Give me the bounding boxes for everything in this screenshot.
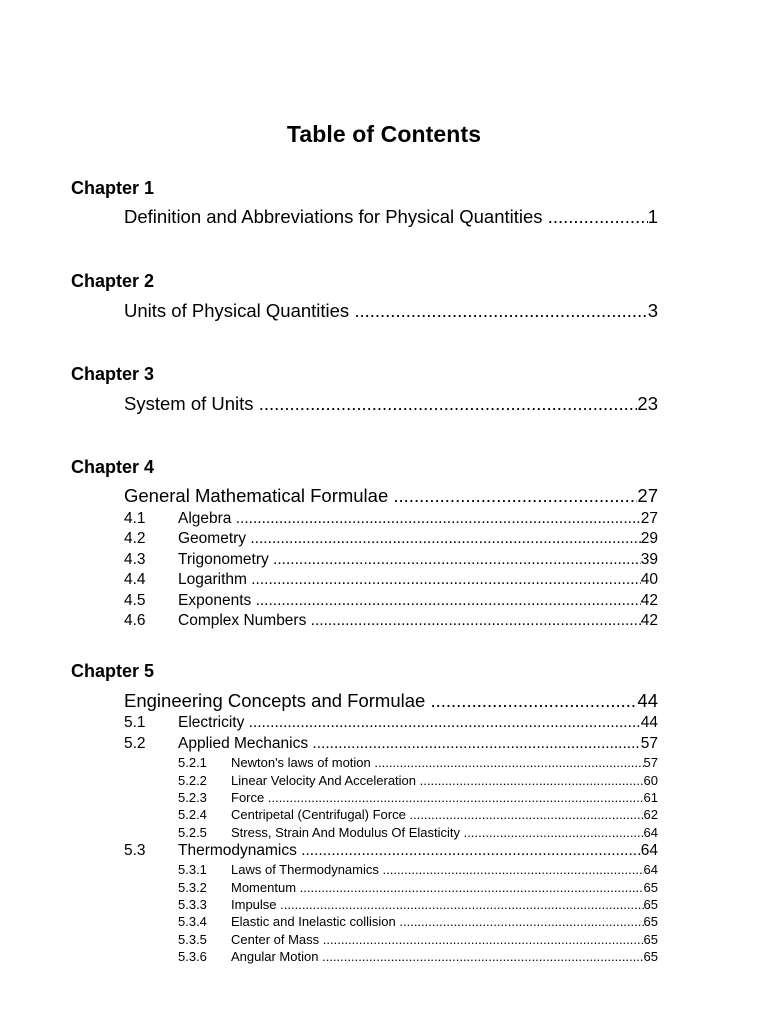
dot-leader	[371, 755, 644, 770]
entry-title: Definition and Abbreviations for Physical Quantities	[124, 206, 543, 227]
section-title: Complex Numbers	[178, 612, 307, 629]
toc-entry-section-5-2[interactable]	[124, 735, 658, 755]
section-number: 4.6	[124, 612, 146, 629]
section-title: Logarithm	[178, 571, 247, 588]
page-title: Table of Contents	[286, 121, 482, 147]
subsection-page-number: 64	[643, 825, 658, 840]
dot-leader	[379, 862, 644, 877]
section-number: 4.3	[124, 551, 146, 568]
entry-title: Engineering Concepts and Formulae	[124, 690, 426, 711]
dot-leader	[349, 300, 648, 322]
dot-leader	[318, 949, 643, 964]
subsection-title: Linear Velocity And Acceleration	[231, 773, 417, 788]
subsection-number: 5.2.4	[178, 807, 207, 822]
entry-page-number: 44	[637, 690, 658, 711]
toc-entry-chapter-1[interactable]	[124, 206, 658, 230]
section-title: Thermodynamics	[178, 842, 297, 859]
subsection-title: Stress, Strain And Modulus Of Elasticity	[231, 825, 461, 840]
toc-entry-section-4-3[interactable]	[124, 551, 658, 571]
toc-entry-subsection-5-2-1[interactable]	[178, 755, 658, 772]
section-page-number: 57	[640, 735, 658, 752]
dot-leader	[388, 485, 637, 507]
subsection-number: 5.2.1	[178, 755, 207, 770]
toc-entry-section-4-1[interactable]	[124, 510, 658, 530]
entry-page-number: 1	[647, 206, 658, 227]
dot-leader	[247, 571, 641, 589]
section-title: Applied Mechanics	[178, 735, 309, 752]
dot-leader	[416, 773, 644, 788]
subsection-number: 5.2.2	[178, 773, 207, 788]
subsection-number: 5.3.4	[178, 914, 207, 929]
subsection-number: 5.2.5	[178, 825, 207, 840]
toc-entry-subsection-5-3-3[interactable]	[178, 897, 658, 914]
dot-leader	[277, 897, 644, 912]
toc-entry-subsection-5-3-6[interactable]	[178, 949, 658, 966]
toc-entry-section-4-6[interactable]	[124, 612, 658, 632]
dot-leader	[319, 932, 643, 947]
dot-leader	[406, 807, 644, 822]
dot-leader	[297, 842, 641, 860]
chapter-4-heading: Chapter 4	[71, 457, 155, 477]
toc-entry-section-5-3[interactable]	[124, 842, 658, 862]
entry-title: Units of Physical Quantities	[124, 300, 350, 321]
entry-page-number: 27	[637, 485, 658, 506]
entry-title: General Mathematical Formulae	[124, 485, 389, 506]
entry-page-number: 23	[637, 393, 658, 414]
section-page-number: 27	[640, 510, 658, 527]
chapter-1-heading: Chapter 1	[71, 178, 155, 198]
dot-leader	[269, 551, 641, 569]
toc-entry-chapter-4[interactable]	[124, 485, 658, 509]
dot-leader	[308, 735, 641, 753]
section-title: Algebra	[178, 510, 232, 527]
dot-leader	[543, 206, 648, 228]
toc-entry-chapter-3[interactable]	[124, 393, 658, 417]
subsection-title: Elastic and Inelastic collision	[231, 914, 396, 929]
toc-entry-subsection-5-2-5[interactable]	[178, 825, 658, 842]
dot-leader	[396, 914, 644, 929]
dot-leader	[231, 510, 640, 528]
subsection-page-number: 57	[643, 755, 658, 770]
section-number: 5.3	[124, 842, 146, 859]
section-page-number: 39	[640, 551, 658, 568]
subsection-page-number: 65	[643, 914, 658, 929]
toc-entry-section-4-5[interactable]	[124, 592, 658, 612]
section-page-number: 42	[640, 612, 658, 629]
subsection-page-number: 65	[643, 897, 658, 912]
section-page-number: 29	[640, 530, 658, 547]
section-number: 4.5	[124, 592, 146, 609]
section-number: 4.2	[124, 530, 146, 547]
toc-entry-section-4-2[interactable]	[124, 530, 658, 550]
subsection-page-number: 61	[643, 790, 658, 805]
dot-leader	[306, 612, 640, 630]
section-title: Electricity	[178, 714, 245, 731]
subsection-number: 5.3.2	[178, 880, 207, 895]
subsection-number: 5.3.5	[178, 932, 207, 947]
toc-entry-subsection-5-3-4[interactable]	[178, 914, 658, 931]
section-number: 4.4	[124, 571, 146, 588]
subsection-number: 5.3.6	[178, 949, 207, 964]
subsection-title: Momentum	[231, 880, 297, 895]
toc-entry-chapter-5[interactable]	[124, 690, 658, 714]
dot-leader	[460, 825, 643, 840]
chapter-5-heading: Chapter 5	[71, 661, 155, 681]
toc-entry-subsection-5-2-4[interactable]	[178, 807, 658, 824]
toc-entry-subsection-5-2-2[interactable]	[178, 773, 658, 790]
chapter-3-heading: Chapter 3	[71, 364, 155, 384]
section-title: Trigonometry	[178, 551, 269, 568]
subsection-page-number: 65	[643, 932, 658, 947]
subsection-page-number: 62	[643, 807, 658, 822]
dot-leader	[244, 714, 640, 732]
subsection-number: 5.2.3	[178, 790, 207, 805]
entry-title: System of Units	[124, 393, 254, 414]
section-title: Exponents	[178, 592, 252, 609]
section-page-number: 40	[640, 571, 658, 588]
dot-leader	[246, 530, 641, 548]
subsection-title: Angular Motion	[231, 949, 319, 964]
dot-leader	[254, 393, 638, 415]
dot-leader	[251, 592, 641, 610]
toc-entry-subsection-5-3-5[interactable]	[178, 932, 658, 949]
subsection-number: 5.3.3	[178, 897, 207, 912]
subsection-page-number: 60	[643, 773, 658, 788]
subsection-title: Centripetal (Centrifugal) Force	[231, 807, 406, 822]
section-page-number: 42	[640, 592, 658, 609]
section-page-number: 64	[640, 842, 658, 859]
subsection-title: Center of Mass	[231, 932, 320, 947]
toc-entry-section-5-1[interactable]	[124, 714, 658, 734]
toc-entry-chapter-2[interactable]	[124, 300, 658, 324]
subsection-title: Force	[231, 790, 265, 805]
toc-entry-section-4-4[interactable]	[124, 571, 658, 591]
section-number: 5.1	[124, 714, 146, 731]
toc-entry-subsection-5-3-2[interactable]	[178, 880, 658, 897]
section-number: 4.1	[124, 510, 146, 527]
entry-page-number: 3	[647, 300, 658, 321]
section-number: 5.2	[124, 735, 146, 752]
section-page-number: 44	[640, 714, 658, 731]
subsection-title: Laws of Thermodynamics	[231, 862, 379, 877]
dot-leader	[425, 690, 637, 712]
subsection-number: 5.3.1	[178, 862, 207, 877]
section-title: Geometry	[178, 530, 247, 547]
subsection-title: Impulse	[231, 897, 277, 912]
subsection-title: Newton's laws of motion	[231, 755, 371, 770]
toc-entry-subsection-5-2-3[interactable]	[178, 790, 658, 807]
dot-leader	[296, 880, 644, 895]
chapter-2-heading: Chapter 2	[71, 271, 155, 291]
subsection-page-number: 64	[643, 862, 658, 877]
toc-entry-subsection-5-3-1[interactable]	[178, 862, 658, 879]
subsection-page-number: 65	[643, 949, 658, 964]
subsection-page-number: 65	[643, 880, 658, 895]
dot-leader	[264, 790, 643, 805]
